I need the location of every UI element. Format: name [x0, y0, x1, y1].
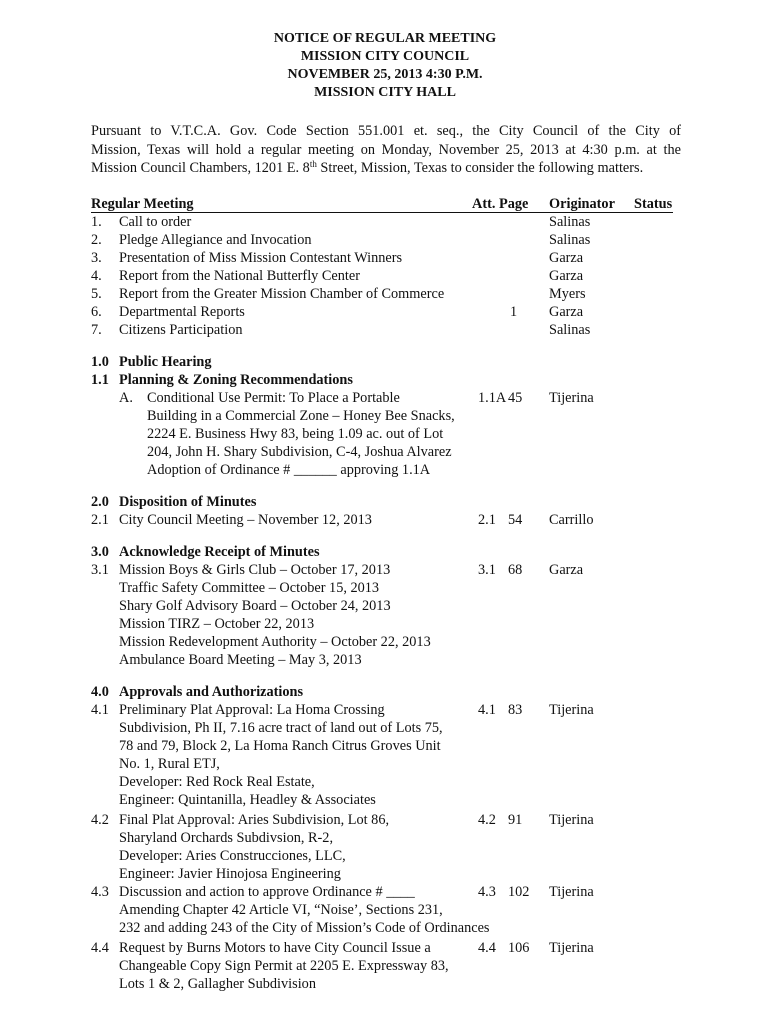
- meeting-location: MISSION CITY HALL: [314, 85, 456, 100]
- item-attachment: 4.1: [478, 702, 496, 718]
- section-title: Approvals and Authorizations: [119, 684, 304, 700]
- item-text: City Council Meeting – November 12, 2013: [119, 512, 372, 528]
- item-text: Call to order: [119, 214, 192, 230]
- item-number: 6.: [91, 304, 102, 320]
- notice-title: NOTICE OF REGULAR MEETING: [273, 31, 497, 46]
- item-number: 3.: [91, 250, 102, 266]
- item-text: Sharyland Orchards Subdivsion, R-2,: [119, 830, 334, 846]
- item-originator: Myers: [549, 286, 586, 302]
- item-text: 78 and 79, Block 2, La Homa Ranch Citrus Groves Unit: [119, 738, 441, 754]
- section-number: 2.0: [91, 494, 109, 510]
- item-page: 106: [508, 940, 530, 956]
- item-text: 2224 E. Business Hwy 83, being 1.09 ac. out of Lot: [147, 426, 444, 442]
- item-page: 68: [508, 562, 523, 578]
- att-page-column-header: Att. Page: [472, 196, 529, 212]
- section-title: Public Hearing: [119, 354, 212, 370]
- item-text: Departmental Reports: [119, 304, 245, 320]
- item-page: 1: [510, 304, 518, 320]
- item-text: Ambulance Board Meeting – May 3, 2013: [119, 652, 362, 668]
- item-text: Citizens Participation: [119, 322, 243, 338]
- item-text: Presentation of Miss Mission Contestant Winners: [119, 250, 403, 266]
- item-originator: Garza: [549, 562, 584, 578]
- item-number: 2.1: [91, 512, 109, 528]
- section-title: Disposition of Minutes: [119, 494, 257, 510]
- item-text: Discussion and action to approve Ordinance # ____: [119, 884, 415, 900]
- item-number: 4.4: [91, 940, 109, 956]
- item-page: 91: [508, 812, 523, 828]
- item-originator: Tijerina: [549, 812, 594, 828]
- item-text: Building in a Commercial Zone – Honey Bee Snacks,: [147, 408, 455, 424]
- item-text: Mission Boys & Girls Club – October 17, 2013: [119, 562, 391, 578]
- item-text: Pledge Allegiance and Invocation: [119, 232, 312, 248]
- item-originator: Tijerina: [549, 702, 594, 718]
- subsection-number: 1.1: [91, 372, 109, 388]
- meeting-datetime: NOVEMBER 25, 2013 4:30 P.M.: [287, 67, 483, 82]
- item-attachment: 1.1A: [478, 390, 507, 406]
- item-text: Mission Redevelopment Authority – October 22, 2013: [119, 634, 431, 650]
- item-originator: Salinas: [549, 232, 591, 248]
- item-number: 7.: [91, 322, 102, 338]
- item-text: Changeable Copy Sign Permit at 2205 E. Expressway 83,: [119, 958, 449, 974]
- item-page: 102: [508, 884, 530, 900]
- item-number: 4.3: [91, 884, 109, 900]
- item-attachment: 2.1: [478, 512, 496, 528]
- item-number: 5.: [91, 286, 102, 302]
- item-number: 4.2: [91, 812, 109, 828]
- item-originator: Tijerina: [549, 940, 594, 956]
- item-originator: Tijerina: [549, 390, 594, 406]
- item-page: 83: [508, 702, 523, 718]
- item-text: Report from the Greater Mission Chamber of Commerce: [119, 286, 445, 302]
- intro-line: Mission Council Chambers, 1201 E. 8th Street, Mission, Texas to consider the following matters.: [91, 159, 644, 176]
- item-text: Subdivision, Ph II, 7.16 acre tract of land out of Lots 75,: [119, 720, 443, 736]
- regular-meeting-heading: Regular Meeting: [91, 196, 194, 212]
- item-text: Mission TIRZ – October 22, 2013: [119, 616, 315, 632]
- intro-line: Pursuant to V.T.C.A. Gov. Code Section 551.001 et. seq., the City Council of the City of: [91, 123, 681, 139]
- item-text: Developer: Red Rock Real Estate,: [119, 774, 315, 790]
- item-text: Adoption of Ordinance # ______ approving 1.1A: [147, 462, 431, 478]
- item-number: 4.1: [91, 702, 109, 718]
- item-attachment: 3.1: [478, 562, 496, 578]
- originator-column-header: Originator: [549, 196, 615, 212]
- item-originator: Garza: [549, 304, 584, 320]
- item-page: 45: [508, 390, 523, 406]
- item-text: 232 and adding 243 of the City of Mission’s Code of Ordinances: [119, 920, 490, 936]
- item-number: 4.: [91, 268, 102, 284]
- item-number: 1.: [91, 214, 102, 230]
- item-originator: Salinas: [549, 214, 591, 230]
- item-number: 2.: [91, 232, 102, 248]
- item-text: Engineer: Javier Hinojosa Engineering: [119, 866, 341, 882]
- item-attachment: 4.2: [478, 812, 496, 828]
- item-text: 204, John H. Shary Subdivision, C-4, Joshua Alvarez: [147, 444, 452, 460]
- status-column-header: Status: [634, 196, 673, 212]
- item-attachment: 4.4: [478, 940, 496, 956]
- item-number: 3.1: [91, 562, 109, 578]
- intro-paragraph: [91, 122, 681, 178]
- subsection-title: Planning & Zoning Recommendations: [119, 372, 353, 388]
- item-text: Lots 1 & 2, Gallagher Subdivision: [119, 976, 316, 992]
- item-text: Traffic Safety Committee – October 15, 2013: [119, 580, 380, 596]
- section-title: Acknowledge Receipt of Minutes: [119, 544, 320, 560]
- section-number: 4.0: [91, 684, 109, 700]
- item-text: No. 1, Rural ETJ,: [119, 756, 220, 772]
- item-originator: Tijerina: [549, 884, 594, 900]
- item-text: Shary Golf Advisory Board – October 24, 2013: [119, 598, 391, 614]
- item-text: Engineer: Quintanilla, Headley & Associates: [119, 792, 376, 808]
- item-text: Developer: Aries Construcciones, LLC,: [119, 848, 346, 864]
- intro-line: Mission, Texas will hold a regular meeting on Monday, November 25, 2013 at 4:30 p.m. at the: [91, 141, 681, 158]
- item-page: 54: [508, 512, 523, 528]
- item-text: Final Plat Approval: Aries Subdivision, Lot 86,: [119, 812, 390, 828]
- item-originator: Salinas: [549, 322, 591, 338]
- item-text: Conditional Use Permit: To Place a Portable: [147, 390, 400, 406]
- section-number: 3.0: [91, 544, 109, 560]
- item-letter: A.: [119, 390, 133, 406]
- item-text: Report from the National Butterfly Center: [119, 268, 360, 284]
- item-text: Amending Chapter 42 Article VI, “Noise’, Sections 231,: [119, 902, 443, 918]
- item-attachment: 4.3: [478, 884, 496, 900]
- item-originator: Carrillo: [549, 512, 594, 528]
- item-originator: Garza: [549, 268, 584, 284]
- section-number: 1.0: [91, 354, 109, 370]
- council-name: MISSION CITY COUNCIL: [300, 49, 470, 64]
- item-text: Request by Burns Motors to have City Council Issue a: [119, 940, 431, 956]
- item-originator: Garza: [549, 250, 584, 266]
- item-text: Preliminary Plat Approval: La Homa Crossing: [119, 702, 385, 718]
